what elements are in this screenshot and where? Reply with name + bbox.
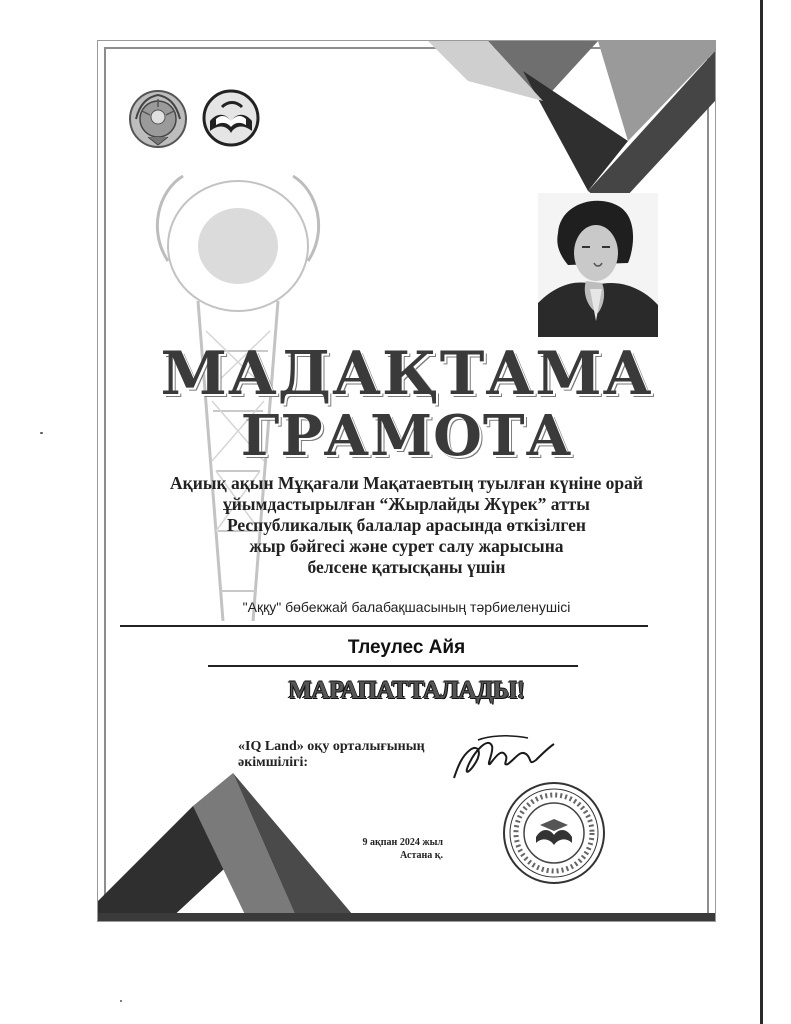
- administration-line: әкімшілігі:: [238, 755, 309, 770]
- body-line: белсене қатысқаны үшін: [307, 557, 506, 577]
- certificate-title-primary: МАДАҚТАМА: [160, 339, 653, 409]
- issue-city: Астана қ.: [400, 850, 443, 861]
- administration-label: [238, 739, 468, 771]
- name-underline: [208, 665, 578, 667]
- top-right-chevron-decoration: [428, 41, 715, 201]
- administration-line: «IQ Land» оқу орталығының: [238, 739, 425, 754]
- award-heading: МАРАПАТТАЛАДЫ!: [288, 677, 525, 704]
- book-logo-icon: [202, 89, 260, 147]
- bottom-left-chevron-decoration: [98, 761, 358, 921]
- scan-speck: [40, 432, 43, 434]
- scan-speck: [120, 1000, 122, 1002]
- kazakhstan-emblem-icon: [128, 89, 188, 149]
- body-line: Ақиық ақын Мұқағали Мақатаевтың туылған күніне орай: [170, 473, 643, 493]
- body-line: жыр бәйгесі және сурет салу жарысына: [249, 536, 564, 556]
- bottom-border-bar: [98, 913, 715, 921]
- issue-date-block: [328, 836, 443, 862]
- certificate-page: [97, 40, 716, 922]
- body-line: Республикалық балалар арасында өткізілген: [226, 515, 587, 535]
- certificate-body-text: [138, 473, 675, 578]
- issue-date: 9 ақпан 2024 жыл: [362, 837, 443, 848]
- body-line: ұйымдастырылған “Жырлайды Жүрек” атты: [223, 494, 590, 514]
- scan-edge-line: [760, 0, 763, 1024]
- organization-underline: [120, 625, 648, 627]
- round-stamp-seal-icon: [502, 781, 606, 885]
- organization-line: "Аққу" бөбекжай балабақшасының тәрбиеленушісі: [242, 599, 571, 615]
- poet-portrait-photo: [538, 193, 658, 337]
- signature: [448, 726, 560, 786]
- certificate-title-secondary: ГРАМОТА: [240, 403, 573, 469]
- recipient-name: Тлеулес Айя: [347, 637, 466, 658]
